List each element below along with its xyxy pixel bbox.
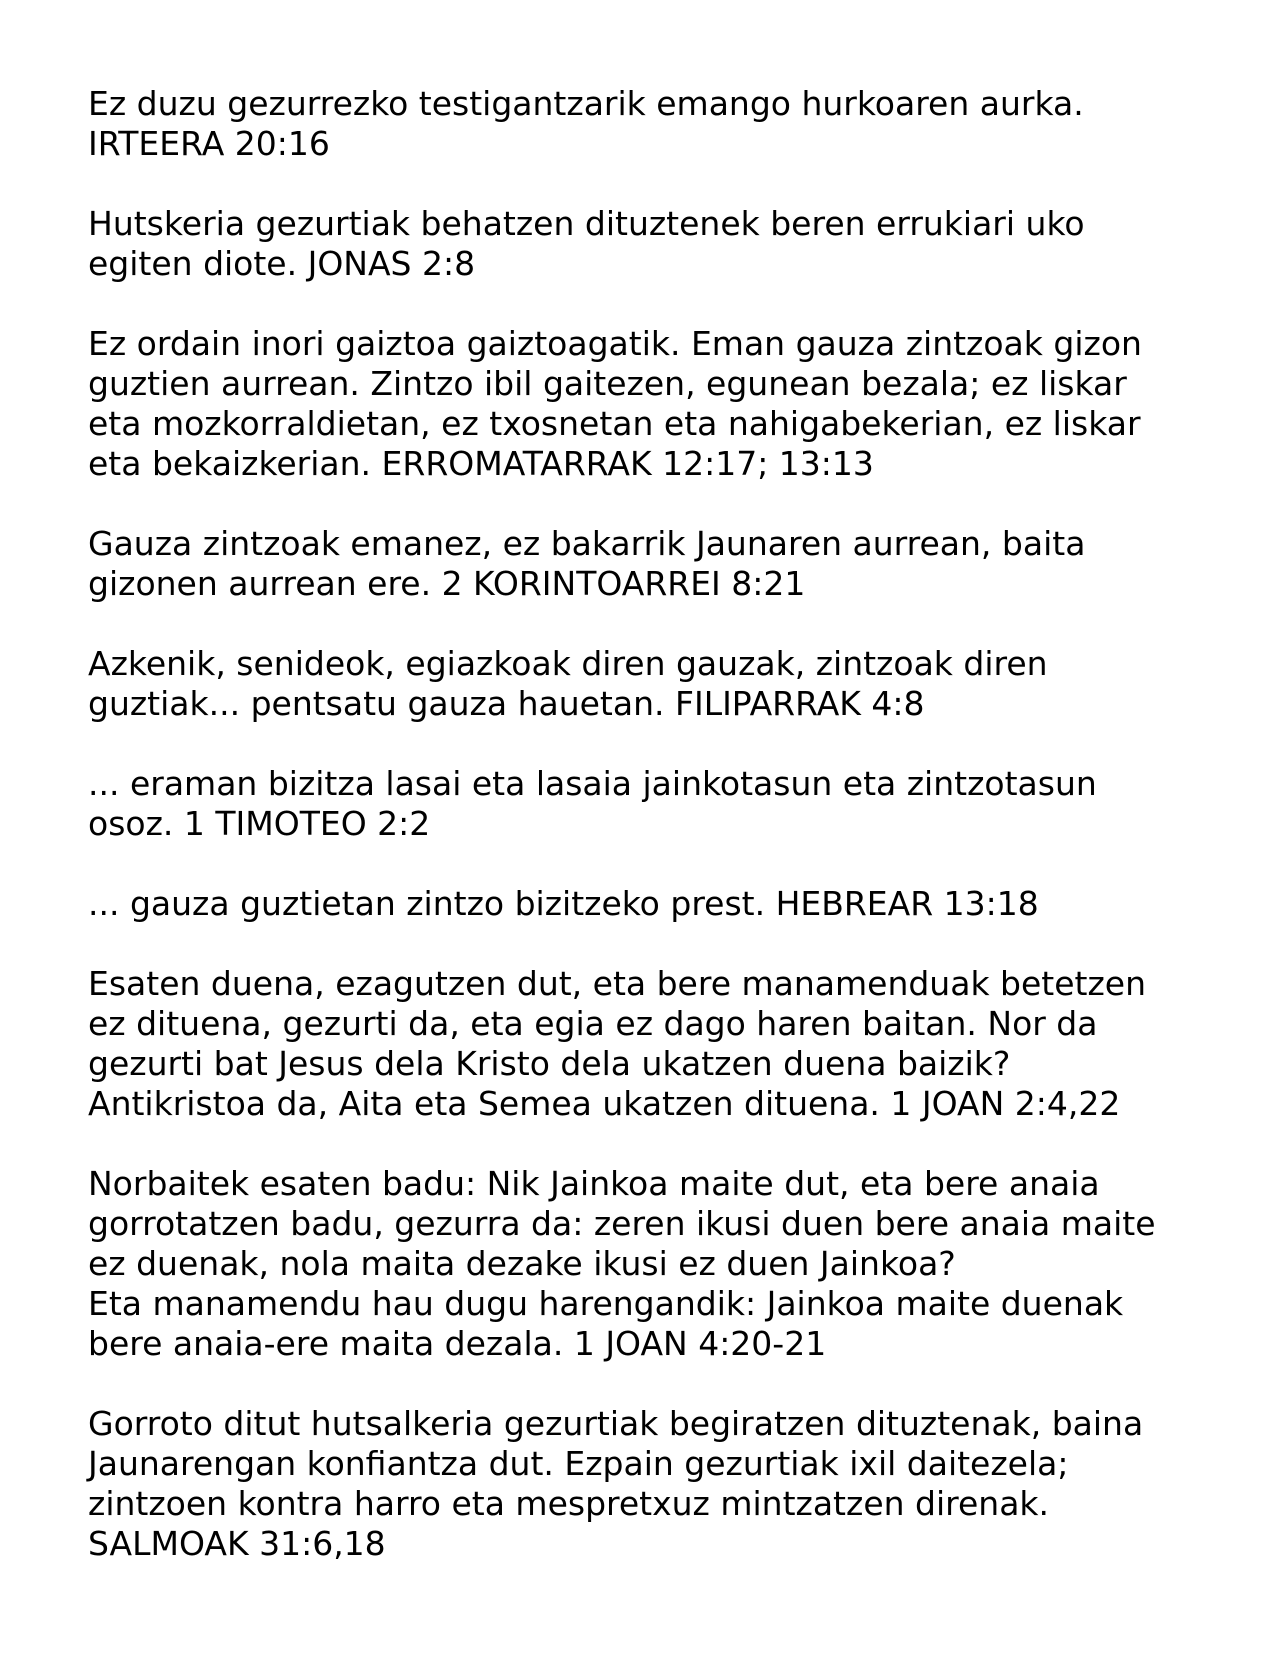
text-line: Ez ordain inori gaiztoa gaiztoagatik. Eman gauza zintzoak gizon <box>88 324 1142 363</box>
text-line: Gorroto ditut hutsalkeria gezurtiak begiratzen dituztenak, baina <box>88 1404 1144 1443</box>
text-line: Gauza zintzoak emanez, ez bakarrik Jaunaren aurrean, baita <box>88 524 1086 563</box>
text-line: osoz. 1 TIMOTEO 2:2 <box>88 804 431 843</box>
text-line: Esaten duena, ezagutzen dut, eta bere manamenduak betetzen <box>88 964 1147 1003</box>
text-line: gezurti bat Jesus dela Kristo dela ukatzen duena baizik? <box>88 1044 1011 1083</box>
text-line: guztien aurrean. Zintzo ibil gaitezen, egunean bezala; ez liskar <box>88 364 1127 403</box>
text-line: ez duenak, nola maita dezake ikusi ez duen Jainkoa? <box>88 1244 956 1283</box>
text-line: ... eraman bizitza lasai eta lasaia jainkotasun eta zintzotasun <box>88 764 1097 803</box>
text-line: egiten diote. JONAS 2:8 <box>88 244 476 283</box>
text-line: ez dituena, gezurti da, eta egia ez dago haren baitan. Nor da <box>88 1004 1098 1043</box>
text-line: zintzoen kontra harro eta mespretxuz mintzatzen direnak. <box>88 1484 1050 1523</box>
text-line: eta mozkorraldietan, ez txosnetan eta nahigabekerian, ez liskar <box>88 404 1141 443</box>
passage-korintoarrei <box>88 524 1218 604</box>
text-line: ... gauza guztietan zintzo bizitzeko prest. HEBREAR 13:18 <box>88 884 1039 923</box>
document-page <box>88 84 1218 1604</box>
passage-hebrear <box>88 884 1218 924</box>
text-line: eta bekaizkerian. ERROMATARRAK 12:17; 13:13 <box>88 444 874 483</box>
passage-salmoak <box>88 1404 1218 1564</box>
text-line: Antikristoa da, Aita eta Semea ukatzen dituena. 1 JOAN 2:4,22 <box>88 1084 1121 1123</box>
text-line: Ez duzu gezurrezko testigantzarik emango hurkoaren aurka. <box>88 84 1084 123</box>
text-line: IRTEERA 20:16 <box>88 124 330 163</box>
passage-joan-2 <box>88 964 1218 1124</box>
text-line: bere anaia-ere maita dezala. 1 JOAN 4:20-21 <box>88 1324 827 1363</box>
text-line: gorrotatzen badu, gezurra da: zeren ikusi duen bere anaia maite <box>88 1204 1156 1243</box>
text-line: Jaunarengan konfiantza dut. Ezpain gezurtiak ixil daitezela; <box>88 1444 1069 1483</box>
text-line: Norbaitek esaten badu: Nik Jainkoa maite dut, eta bere anaia <box>88 1164 1100 1203</box>
passage-erromatarrak <box>88 324 1218 484</box>
text-line: Eta manamendu hau dugu harengandik: Jainkoa maite duenak <box>88 1284 1124 1323</box>
passage-jonas <box>88 204 1218 284</box>
text-line: SALMOAK 31:6,18 <box>88 1524 386 1563</box>
passage-timoteo <box>88 764 1218 844</box>
text-line: Azkenik, senideok, egiazkoak diren gauzak, zintzoak diren <box>88 644 1048 683</box>
text-line: guztiak... pentsatu gauza hauetan. FILIPARRAK 4:8 <box>88 684 925 723</box>
passage-filiparrak <box>88 644 1218 724</box>
text-line: gizonen aurrean ere. 2 KORINTOARREI 8:21 <box>88 564 806 603</box>
passage-joan-4 <box>88 1164 1218 1364</box>
text-line: Hutskeria gezurtiak behatzen dituztenek beren errukiari uko <box>88 204 1085 243</box>
passage-irteera <box>88 84 1218 164</box>
